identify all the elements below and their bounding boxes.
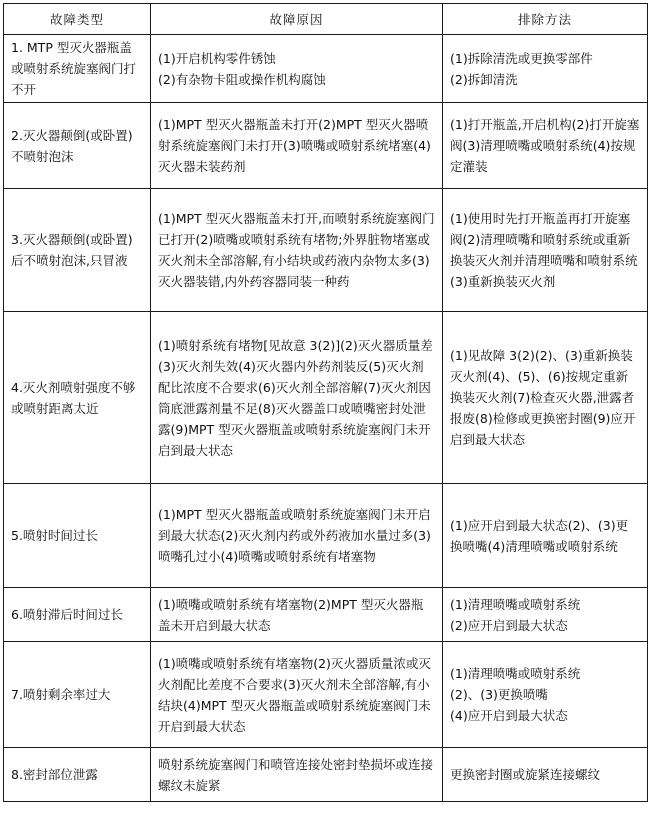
fault-type-cell: 1. MTP 型灭火器瓶盖或喷射系统旋塞阀门打不开	[4, 35, 151, 103]
cause-line: (2)有杂物卡阻或操作机构腐蚀	[158, 71, 326, 87]
remedy-cell	[443, 312, 648, 484]
remedy-line: (2)、(3)更换喷嘴	[450, 687, 548, 702]
remedy-line: (1)清理喷嘴或喷射系统	[450, 596, 581, 612]
table-row	[4, 484, 648, 588]
remedy-cell	[443, 748, 648, 802]
remedy-cell	[443, 35, 648, 103]
fault-type-cell: 8.密封部位泄露	[4, 748, 151, 802]
fault-cause-cell	[151, 103, 443, 189]
fault-cause-cell	[151, 189, 443, 312]
fault-type-cell: 3.灭火器颠倒(或卧置)后不喷射泡沫,只冒液	[4, 189, 151, 312]
fault-cause-cell	[151, 588, 443, 642]
table-row	[4, 103, 648, 189]
table-row	[4, 35, 648, 103]
header-fault-cause: 故障原因	[151, 4, 443, 35]
cause-line: (1)喷嘴或喷射系统有堵塞物(2)MPT 型灭火器瓶盖未开启到最大状态	[158, 596, 424, 633]
table-row	[4, 312, 648, 484]
table-row	[4, 588, 648, 642]
remedy-cell	[443, 103, 648, 189]
fault-type-cell: 2.灭火器颠倒(或卧置)不喷射泡沫	[4, 103, 151, 189]
remedy-line: (2)拆卸清洗	[450, 71, 518, 87]
remedy-cell	[443, 484, 648, 588]
remedy-line: (1)见故障 3(2)(2)、(3)重新换装灭火剂(4)、(5)、(6)按规定重新换装灭火剂(7)检查灭火器,泄露者报废(8)检修或更换密封圈(9)应开启到最大状态	[450, 348, 636, 447]
header-fault-type: 故障类型	[4, 4, 151, 35]
fault-cause-cell	[151, 312, 443, 484]
header-row	[4, 4, 648, 35]
fault-table	[3, 3, 648, 802]
remedy-cell	[443, 588, 648, 642]
remedy-line: (1)清理喷嘴或喷射系统	[450, 666, 581, 681]
cause-line: (1)MPT 型灭火器瓶盖未打开(2)MPT 型灭火器喷射系统旋塞阀门未打开(3)喷嘴或喷射系统堵塞(4)灭火器未装药剂	[158, 117, 431, 174]
table-row	[4, 642, 648, 748]
remedy-line: 更换密封圈或旋紧连接螺纹	[450, 767, 601, 782]
cause-line: 喷射系统旋塞阀门和喷管连接处密封垫损坏或连接螺纹未旋紧	[158, 756, 434, 793]
remedy-line: (4)应开启到最大状态	[450, 708, 568, 723]
cause-line: (1)喷嘴或喷射系统有堵塞物(2)灭火器质量浓或灭火剂配比差度不合要求(3)灭火剂未全部溶解,有小结块(4)MPT 型灭火器瓶盖或喷射系统旋塞阀门未开启到最大状态	[158, 655, 431, 734]
fault-type-cell: 7.喷射剩余率过大	[4, 642, 151, 748]
table-row	[4, 189, 648, 312]
remedy-line: (1)应开启到最大状态(2)、(3)更换喷嘴(4)清理喷嘴或喷射系统	[450, 517, 629, 554]
remedy-line: (1)使用时先打开瓶盖再打开旋塞阀(2)清理喷嘴和喷射系统或重新换装灭火剂并清理喷嘴和喷射系统(3)重新换装灭火剂	[450, 211, 638, 289]
fault-cause-cell	[151, 642, 443, 748]
remedy-line: (1)打开瓶盖,开启机构(2)打开旋塞阀(3)清理喷嘴或喷射系统(4)按规定灌装	[450, 117, 640, 174]
fault-type-cell: 5.喷射时间过长	[4, 484, 151, 588]
table-row	[4, 748, 648, 802]
remedy-line: (1)拆除清洗或更换零部件	[450, 50, 593, 66]
fault-cause-cell	[151, 484, 443, 588]
fault-cause-cell	[151, 748, 443, 802]
cause-line: (1)开启机构零件锈蚀	[158, 50, 276, 66]
cause-line: (1)MPT 型灭火器瓶盖或喷射系统旋塞阀门未开启到最大状态(2)灭火剂内药或外药液加水量过多(3)喷嘴孔过小(4)喷嘴或喷射系统有堵塞物	[158, 507, 431, 564]
header-remedy: 排除方法	[443, 4, 648, 35]
cause-line: (1)喷射系统有堵物[见故意 3(2)](2)灭火器质量差(3)灭火剂失效(4)灭火器内外药剂装反(5)灭火剂配比浓度不合要求(6)灭火剂全部溶解(7)灭火剂因筒底泄露剂量不足(8)灭火器盖口或喷嘴密封处泄露(9)MPT 型灭火器瓶盖或喷射系统旋塞阀门未开启到最大状态	[158, 337, 433, 458]
fault-cause-cell	[151, 35, 443, 103]
remedy-cell	[443, 189, 648, 312]
fault-type-cell: 4.灭火剂喷射强度不够或喷射距离太近	[4, 312, 151, 484]
cause-line: (1)MPT 型灭火器瓶盖未打开,而喷射系统旋塞阀门已打开(2)喷嘴或喷射系统有堵物;外界脏物堵塞或灭火剂未全部溶解,有小结块或药液内杂物太多(3)灭火器装错,内外药容器同装一种药	[158, 211, 435, 289]
remedy-cell	[443, 642, 648, 748]
remedy-line: (2)应开启到最大状态	[450, 617, 568, 633]
fault-type-cell: 6.喷射滞后时间过长	[4, 588, 151, 642]
